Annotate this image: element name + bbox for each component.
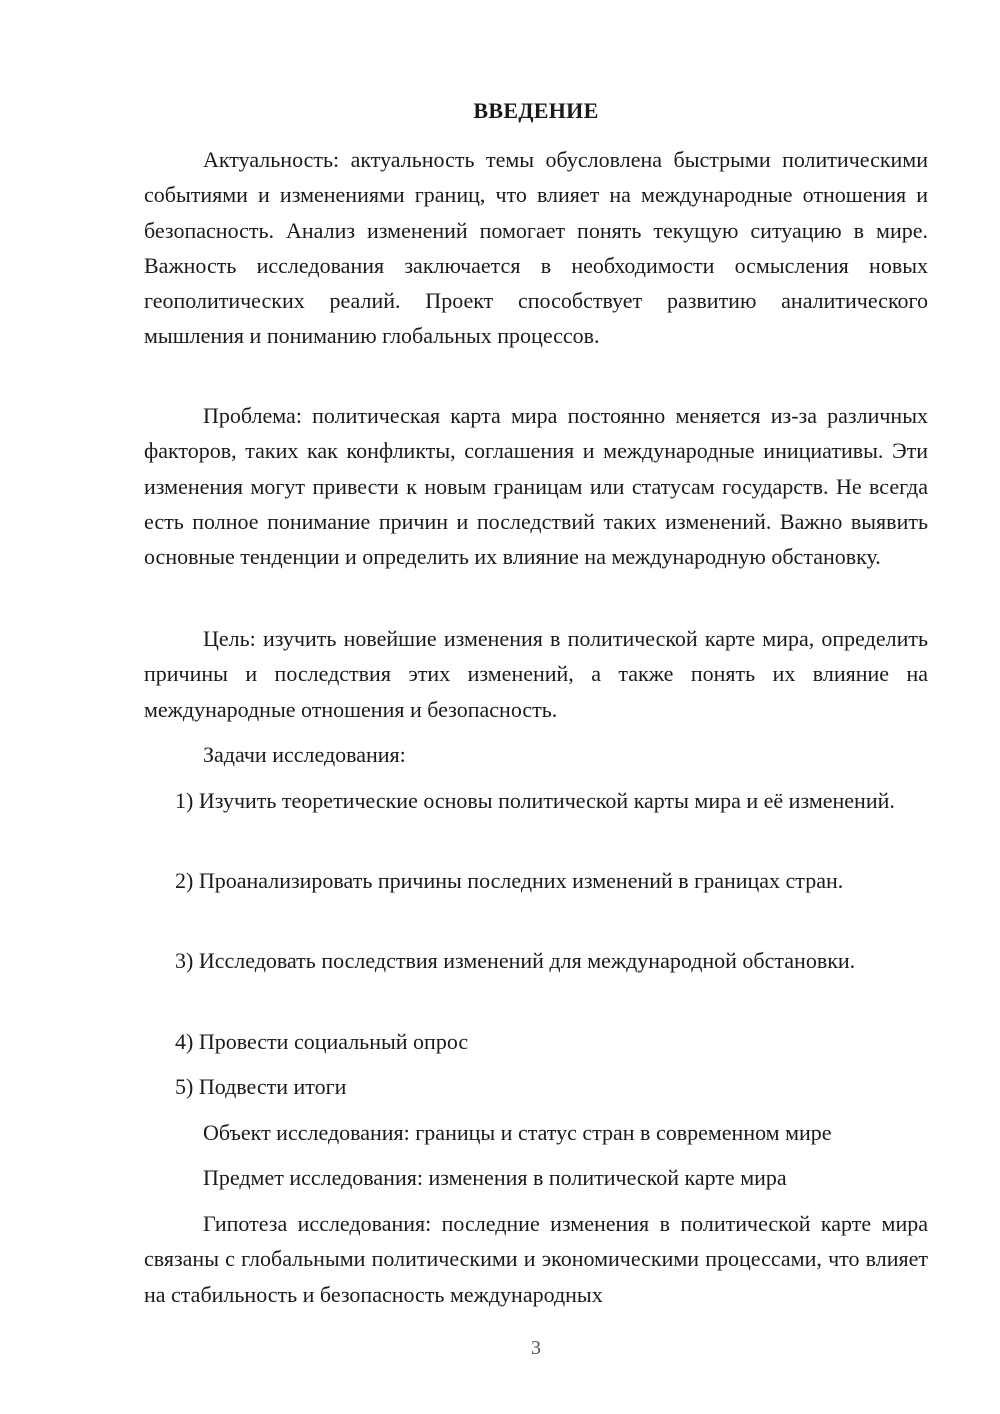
tasks-heading: Задачи исследования:	[203, 742, 406, 767]
task-item-3: 3) Исследовать последствия изменений для международной обстановки.	[175, 948, 856, 973]
object-paragraph: Объект исследования: границы и статус стран в современном мире	[203, 1120, 832, 1145]
relevance-paragraph: Актуальность: актуальность темы обусловлена быстрыми политическими событиями и изменениями границ, что влияет на международные отношения и безопасность. Анализ изменений помогает понять текущую ситуацию в мире. Важность исследования заключается в необходимости осмысления новых геополитических реалий. Проект способствует развитию аналитического мышления и пониманию глобальных процессов.	[144, 147, 928, 349]
section-title: ВВЕДЕНИЕ	[473, 98, 599, 123]
task-item-4: 4) Провести социальный опрос	[175, 1029, 469, 1054]
goal-paragraph: Цель: изучить новейшие изменения в политической карте мира, определить причины и последствия этих изменений, а также понять их влияние на международные отношения и безопасность.	[144, 626, 928, 722]
document-page	[144, 0, 928, 1414]
page-number: 3	[531, 1337, 541, 1359]
hypothesis-paragraph: Гипотеза исследования: последние изменения в политической карте мира связаны с глобальными политическими и экономическими процессами, что влияет на стабильность и безопасность международных	[144, 1211, 928, 1307]
task-item-5: 5) Подвести итоги	[175, 1074, 347, 1099]
subject-paragraph: Предмет исследования: изменения в политической карте мира	[203, 1165, 787, 1190]
task-item-2: 2) Проанализировать причины последних изменений в границах стран.	[175, 868, 844, 893]
task-item-1: 1) Изучить теоретические основы политической карты мира и её изменений.	[175, 788, 895, 813]
problem-paragraph: Проблема: политическая карта мира постоянно меняется из-за различных факторов, таких как конфликты, соглашения и международные инициативы. Эти изменения могут привести к новым границам или статусам государств. Не всегда есть полное понимание причин и последствий таких изменений. Важно выявить основные тенденции и определить их влияние на международную обстановку.	[144, 403, 928, 570]
